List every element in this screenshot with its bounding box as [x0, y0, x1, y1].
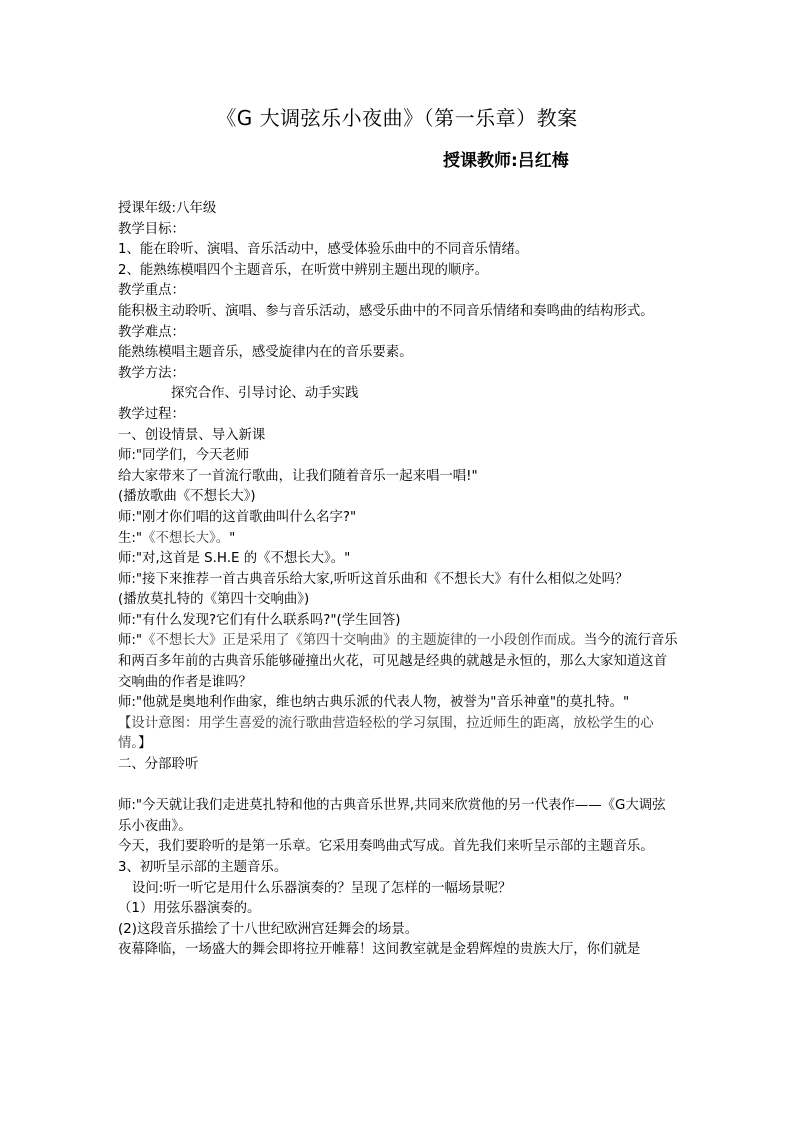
body-line: 夜幕降临，一场盛大的舞会即将拉开帷幕！这间教室就是金碧辉煌的贵族大厅，你们就是 — [118, 942, 641, 958]
key-points-text: 能积极主动聆听、演唱、参与音乐活动，感受乐曲中的不同音乐情绪和奏鸣曲的结构形式。 — [118, 303, 654, 319]
section-2-heading: 二、分部聆听 — [118, 757, 199, 773]
dialogue-line: 给大家带来了一首流行歌曲，让我们随着音乐一起来唱一唱!" — [118, 468, 478, 484]
difficulties-text: 能熟练模唱主题音乐，感受旋律内在的音乐要素。 — [118, 345, 413, 361]
song-title-answer: 《不想长大》。 — [142, 530, 230, 546]
dialogue-line: 师:"刚才你们唱的这首歌曲叫什么名字?" — [118, 509, 357, 525]
key-points-heading: 教学重点： — [118, 283, 185, 299]
dialogue-line: 师:"有什么发现?它们有什么联系吗?"(学生回答) — [118, 612, 401, 628]
quote-close: " — [229, 530, 236, 546]
dialogue-line — [118, 529, 678, 550]
answer-1: （1）用弦乐器演奏的。 — [118, 901, 261, 917]
explanation-continued: 当今的流行音乐和两百多年前的古典音乐能够碰撞出火花，可见越是经典的就越是永恒的，那么大家知道这首交响曲的作者是谁吗？ — [118, 633, 678, 690]
methods-text: 探究合作、引导讨论、动手实践 — [171, 386, 359, 402]
body-paragraph: 今天，我们要聆听的是第一乐章。它采用奏鸣曲式写成。首先我们来听呈示部的主题音乐。 — [118, 839, 654, 855]
section-1-heading: 一、创设情景、导入新课 — [118, 427, 266, 443]
dialogue-line: 师:"对,这首是 S.H.E 的《不想长大》。" — [118, 551, 351, 567]
design-intent-close: 】 — [138, 736, 152, 752]
stage-direction: (播放莫扎特的《第四十交响曲》) — [118, 592, 310, 608]
dialogue-paragraph — [118, 631, 678, 693]
design-intent — [118, 714, 678, 755]
explanation-text: 《不想长大》正是采用了《第四十交响曲》的主题旋律的一小段创作而成。 — [142, 633, 584, 649]
teacher-name: 授课教师:吕红梅 — [443, 151, 569, 171]
speaker-prefix: 师:" — [118, 633, 143, 649]
objectives-heading: 教学目标： — [118, 221, 185, 237]
question-line: 设问:听一听它是用什么乐器演奏的？呈现了怎样的一幅场景呢？ — [132, 880, 512, 896]
dialogue-line: 师:"他就是奥地利作曲家，维也纳古典乐派的代表人物，被誉为"音乐神童"的莫扎特。" — [118, 695, 630, 711]
dialogue-line: 师:"接下来推荐一首古典音乐给大家,听听这首乐曲和《不想长大》有什么相似之处吗？ — [118, 571, 629, 587]
answer-2: (2)这段音乐描绘了十八世纪欧洲宫廷舞会的场景。 — [118, 921, 419, 937]
document-title: 《G 大调弦乐小夜曲》（第一乐章）教案 — [216, 106, 578, 130]
stage-direction: (播放歌曲《不想长大》) — [118, 489, 256, 505]
lesson-plan-body — [118, 199, 678, 961]
step-3-heading: 3、初听呈示部的主题音乐。 — [118, 860, 288, 875]
methods-heading: 教学方法： — [118, 365, 185, 381]
dialogue-paragraph: 师:"今天就让我们走进莫扎特和他的古典音乐世界,共同来欣赏他的另一代表作——《G大调弦乐小夜曲》。 — [118, 798, 666, 834]
blank-line — [118, 776, 678, 797]
difficulties-heading: 教学难点： — [118, 324, 185, 340]
process-heading: 教学过程： — [118, 406, 185, 422]
grade-line: 授课年级:八年级 — [118, 201, 217, 216]
dialogue-line: 师:"同学们，今天老师 — [118, 448, 250, 464]
design-intent-text: 【设计意图：用学生喜爱的流行歌曲营造轻松的学习氛围，拉近师生的距离，放松学生的心情。 — [118, 715, 654, 752]
speaker-prefix: 生:" — [118, 530, 143, 546]
objective-1: 1、能在聆听、演唱、音乐活动中，感受体验乐曲中的不同音乐情绪。 — [118, 242, 529, 258]
objective-2: 2、能熟练模唱四个主题音乐，在听赏中辨别主题出现的顺序。 — [118, 262, 489, 278]
